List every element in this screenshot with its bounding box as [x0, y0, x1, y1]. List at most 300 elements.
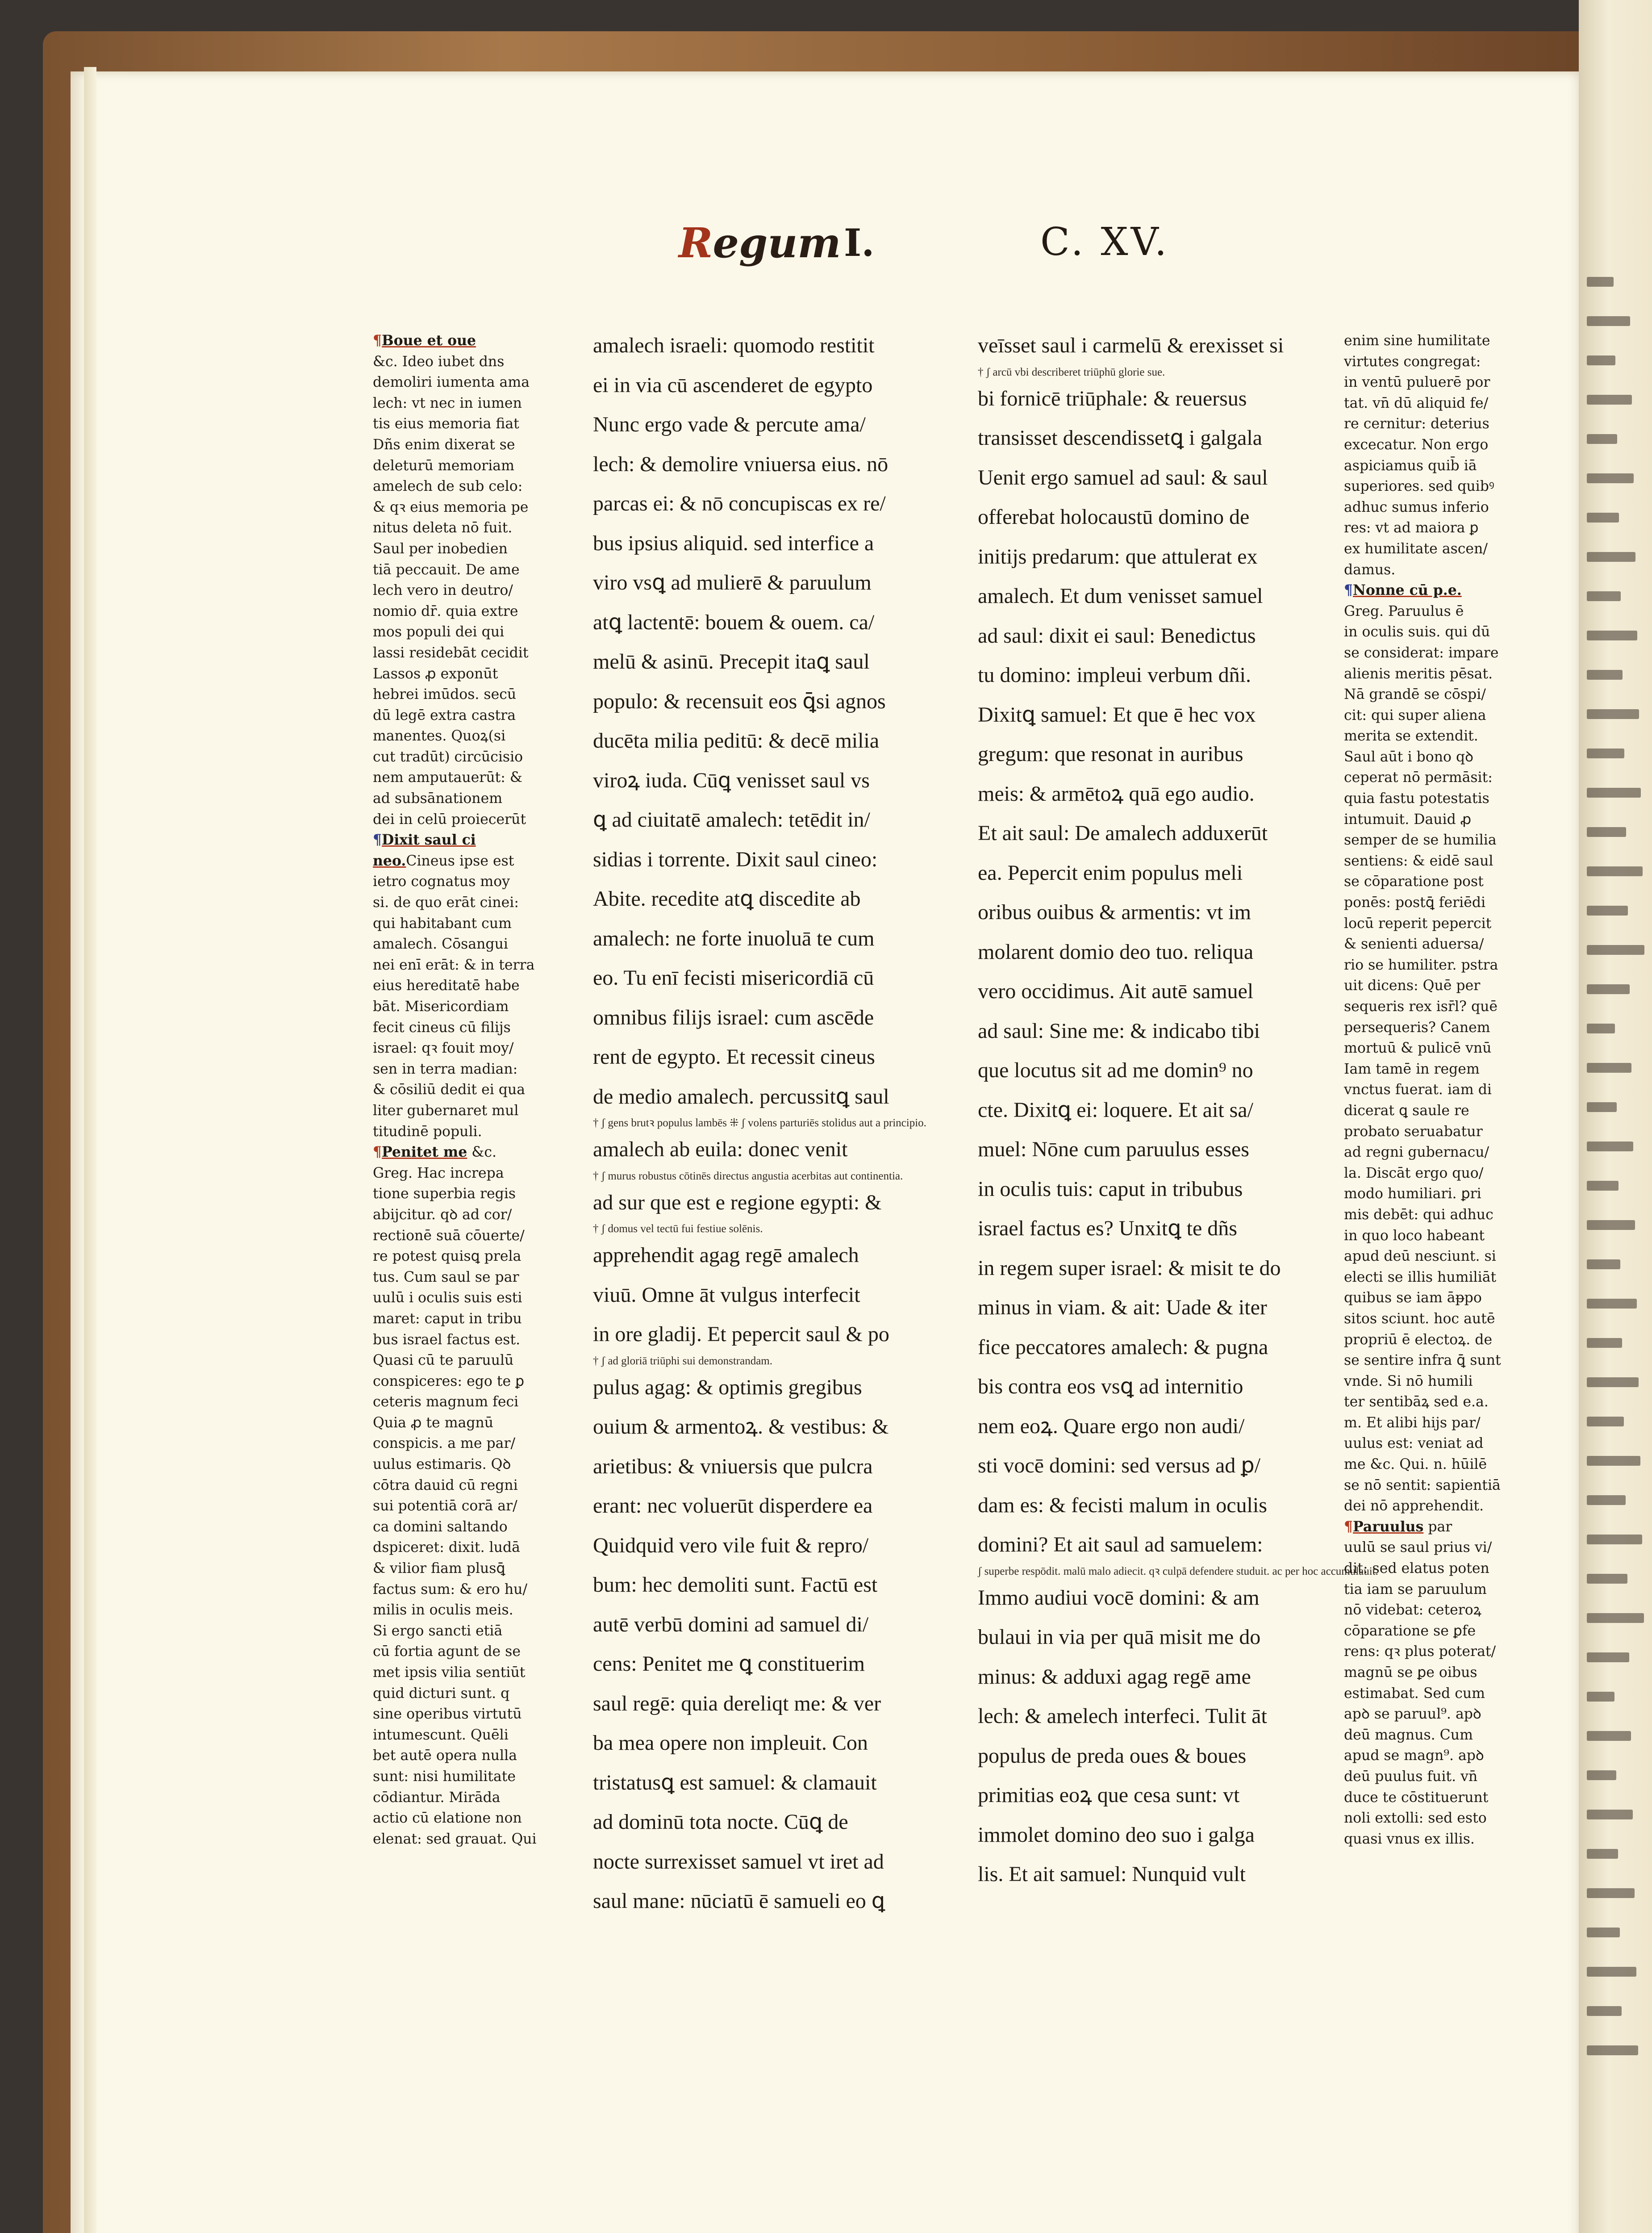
gloss-text: modo humiliari. ꝑri: [1344, 1186, 1481, 1202]
main-text-line: populus de preda oues & boues: [978, 1744, 1247, 1768]
gloss-text: in oculis suis. qui dū: [1344, 624, 1490, 640]
gloss-text: Iam tamē in regem: [1344, 1061, 1480, 1077]
facing-page-text-stroke: [1587, 1535, 1642, 1544]
gloss-text: sunt: nisi humilitate: [373, 1768, 516, 1785]
gloss-text: apud deū nesciunt. si: [1344, 1248, 1496, 1265]
gloss-line: [1344, 435, 1505, 456]
facing-page-text-stroke: [1587, 1888, 1635, 1898]
gloss-text: uit dicens: Quē per: [1344, 978, 1481, 994]
gloss-line: [373, 372, 529, 393]
gloss-line: [1344, 1225, 1505, 1246]
gloss-text: tia iam se paruulum: [1344, 1581, 1487, 1597]
facing-page-text-stroke: [1587, 1417, 1624, 1426]
gloss-text: semper de se humilia: [1344, 832, 1497, 849]
gloss-text: sequeris rex isr̄l? quē: [1344, 999, 1498, 1015]
main-text-line: ba mea opere non impleuit. Con: [593, 1731, 868, 1755]
main-text-line: veīsset saul i carmelū & erexisset si: [978, 334, 1284, 357]
facing-page-text-stroke: [1587, 277, 1614, 287]
main-text-line: atꝗ lactentē: bouem & ouem. ca/: [593, 610, 875, 634]
main-text-line: viuū. Omne āt vulgus interfecit: [593, 1283, 860, 1307]
paragraph-mark: ¶: [373, 1144, 382, 1161]
gloss-text: dei nō apprehendit.: [1344, 1498, 1484, 1514]
gloss-line: [1344, 1246, 1505, 1267]
facing-page-text-stroke: [1587, 1220, 1635, 1230]
main-text-line: parcas ei: & nō concupiscas ex re/: [593, 492, 886, 515]
main-text-line: domini? Et ait saul ad samuelem:: [978, 1533, 1263, 1556]
gloss-line: [373, 1766, 529, 1787]
main-text-line: Nunc ergo vade & percute ama/: [593, 413, 866, 436]
gloss-text: dit: sed elatus poten: [1344, 1560, 1489, 1577]
facing-page-text-stroke: [1587, 945, 1644, 955]
main-text-line: dam es: & fecisti malum in oculis: [978, 1493, 1267, 1517]
main-text-line: tristatusꝗ est samuel: & clamauit: [593, 1770, 877, 1794]
gloss-text: cōparatione se ꝑfe: [1344, 1622, 1476, 1639]
facing-page-text-stroke: [1587, 434, 1617, 444]
gloss-lemma: neo.: [373, 852, 406, 869]
gloss-text: titudinē populi.: [373, 1123, 482, 1140]
gloss-text: tus. Cum saul se par: [373, 1269, 519, 1285]
gloss-line: [373, 892, 529, 913]
gloss-line: [1344, 1413, 1505, 1434]
gloss-line: [1344, 476, 1505, 497]
gloss-text: dei in celū proiecerūt: [373, 811, 526, 828]
facing-page-text-stroke: [1587, 513, 1619, 523]
gloss-line: [373, 996, 529, 1017]
facing-page-text-stroke: [1587, 1928, 1620, 1937]
gloss-line: [373, 1745, 529, 1766]
main-text-line: transisset descendissetꝗ i galgala: [978, 426, 1262, 450]
gloss-text: hebrei imūdos. secū: [373, 686, 517, 703]
gloss-line: [1344, 1038, 1505, 1059]
facing-page-text-stroke: [1587, 1652, 1629, 1662]
gloss-text: deleturū memoriam: [373, 457, 514, 474]
gloss-text: cut tradūt) circūcisio: [373, 749, 523, 765]
main-text-line: populo: & recensuit eos ꝗ̄si agnos: [593, 689, 886, 713]
gloss-line: [373, 1330, 529, 1351]
facing-page-text-stroke: [1587, 2006, 1622, 2016]
gloss-line: [373, 1371, 529, 1392]
gloss-text: uulus estimaris. Qꝺ: [373, 1456, 511, 1473]
gloss-text: israel: qꝛ fouit moy/: [373, 1040, 514, 1057]
gloss-text: liter gubernaret mul: [373, 1102, 519, 1119]
gloss-text: aspiciamus quib̄ iā: [1344, 457, 1477, 474]
gloss-text: quibus se iam āᵽpo: [1344, 1290, 1482, 1306]
gloss-line: [373, 414, 529, 435]
gloss-text: &c. Ideo iubet dns: [373, 353, 505, 370]
gloss-text: intumescunt. Quēli: [373, 1727, 509, 1743]
header-part-number: I.: [844, 221, 875, 265]
gloss-text: virtutes congregat:: [1344, 353, 1481, 370]
facing-page-text-stroke: [1587, 709, 1639, 719]
header-book-title: Regum: [679, 219, 841, 267]
gloss-line: [1344, 1330, 1505, 1351]
main-text-line: autē verbū domini ad samuel di/: [593, 1612, 869, 1636]
facing-page-text-stroke: [1587, 1299, 1637, 1309]
gloss-text: propriū ē electoꝝ. de: [1344, 1331, 1493, 1348]
facing-page-text-stroke: [1587, 1063, 1631, 1073]
page-gutter: [84, 67, 96, 2233]
gloss-text: in ventū puluerē por: [1344, 374, 1490, 391]
gloss-text: nei enī erāt: & in terra: [373, 957, 535, 973]
main-text-line: meis: & armētoꝝ quā ego audio.: [978, 782, 1255, 806]
right-gloss-column: [1344, 330, 1505, 1849]
gloss-line: [373, 1183, 529, 1204]
gloss-text: uulū se saul prius vi/: [1344, 1539, 1492, 1556]
gloss-line: [1344, 560, 1505, 581]
gloss-text: estimabat. Sed cum: [1344, 1685, 1485, 1702]
gloss-line: [373, 788, 529, 809]
gloss-text: tione superbia regis: [373, 1186, 516, 1202]
facing-page-text-stroke: [1587, 473, 1634, 483]
running-header: [670, 210, 1250, 272]
main-text-line: ad sur que est e regione egypti: &: [593, 1190, 882, 1214]
gloss-line: [1344, 1600, 1505, 1621]
gloss-text: ad regni gubernacu/: [1344, 1144, 1489, 1161]
gloss-text: duce te cōstituerunt: [1344, 1789, 1489, 1806]
main-text-line: in oculis tuis: caput in tribubus: [978, 1177, 1243, 1201]
main-text-line: lech: & demolire vniuersa eius. nō: [593, 452, 889, 476]
main-text-line: amalech ab euila: donec venit: [593, 1137, 848, 1161]
main-text-line: sidias i torrente. Dixit saul cineo:: [593, 847, 878, 871]
gloss-text: par: [1423, 1518, 1452, 1535]
main-text-line: ouium & armentoꝝ. & vestibus: &: [593, 1415, 889, 1438]
interlinear-gloss: † ʃ murus robustus cōtinēs directus angustia acerbitas aut continentia.: [593, 1170, 903, 1182]
gloss-line: [373, 1683, 529, 1704]
gloss-text: Cineus ipse est: [406, 853, 514, 869]
gloss-text: alienis meritis pēsat.: [1344, 665, 1493, 682]
gloss-line: [373, 1725, 529, 1746]
main-text-line: que locutus sit ad me domin⁹ no: [978, 1058, 1253, 1082]
main-text-line: omnibus filijs israel: cum ascēde: [593, 1005, 874, 1029]
interlinear-gloss: † ʃ ad gloriā triūphi sui demonstrandam.: [593, 1355, 773, 1367]
gloss-line: [1344, 1829, 1505, 1850]
gloss-line: [1344, 684, 1505, 705]
gloss-line: [373, 539, 529, 560]
gloss-lemma: Boue et oue: [382, 332, 476, 349]
main-text-line: erant: nec voluerūt disperdere ea: [593, 1494, 873, 1518]
gloss-line: [373, 330, 529, 351]
gloss-line: [1344, 830, 1505, 851]
gloss-line: [1344, 497, 1505, 518]
gloss-line: [373, 1558, 529, 1579]
gloss-text: factus sum: & ero hu/: [373, 1581, 528, 1597]
gloss-line: [1344, 1163, 1505, 1184]
gloss-text: nō videbat: ceteroꝝ: [1344, 1602, 1481, 1618]
gloss-line: [1344, 1766, 1505, 1787]
gloss-line: [1344, 1454, 1505, 1475]
gloss-line: [1344, 1309, 1505, 1330]
gloss-line: [1344, 518, 1505, 539]
gloss-line: [1344, 747, 1505, 768]
gloss-line: [1344, 1704, 1505, 1725]
gloss-text: se cōparatione post: [1344, 874, 1484, 890]
gloss-text: rio se humiliter. pstra: [1344, 957, 1498, 973]
gloss-line: [1344, 1517, 1505, 1538]
gloss-line: [373, 1621, 529, 1642]
gloss-line: [373, 1787, 529, 1808]
main-text-line: nem eoꝝ. Quare ergo non audi/: [978, 1414, 1245, 1438]
gloss-line: [373, 955, 535, 976]
facing-page-text-stroke: [1587, 1574, 1627, 1584]
gloss-line: [373, 497, 529, 518]
gloss-text: Saul per inobedien: [373, 540, 508, 557]
gloss-line: [1344, 1204, 1505, 1225]
gloss-line: [1344, 664, 1505, 685]
gloss-line: [373, 560, 529, 581]
main-text-line: fice peccatores amalech: & pugna: [978, 1335, 1268, 1359]
gloss-line: [373, 747, 529, 768]
main-text-line: rent de egypto. Et recessit cineus: [593, 1045, 875, 1069]
gloss-text: eius hereditatē habe: [373, 978, 520, 994]
gloss-text: Greg. Paruulus ē: [1344, 603, 1464, 619]
facing-page-text-stroke: [1587, 1377, 1639, 1387]
gloss-text: sui potentiā corā ar/: [373, 1498, 517, 1514]
gloss-line: [1344, 1100, 1505, 1121]
gloss-text: mortuū & pulicē vnū: [1344, 1040, 1492, 1057]
main-text-line: arietibus: & vniuersis que pulcra: [593, 1454, 873, 1478]
main-text-line: sti vocē domini: sed versus ad ꝑ/: [978, 1454, 1261, 1477]
gloss-line: [373, 1662, 529, 1683]
gloss-line: [1344, 1496, 1505, 1517]
gloss-text: &c.: [467, 1144, 496, 1161]
gloss-text: ietro cognatus moy: [373, 874, 510, 890]
main-text-line: Quidquid vero vile fuit & repro/: [593, 1533, 869, 1557]
gloss-line: [1344, 705, 1505, 726]
gloss-line: [373, 664, 529, 685]
gloss-line: [1344, 1142, 1505, 1163]
gloss-line: [373, 1225, 529, 1246]
main-text-line: offerebat holocaustū domino de: [978, 505, 1250, 529]
gloss-text: adhuc sumus inferio: [1344, 499, 1489, 515]
main-text-line: apprehendit agag regē amalech: [593, 1243, 859, 1267]
main-text-line: vero occidimus. Ait autē samuel: [978, 979, 1254, 1003]
gloss-line: [373, 1475, 529, 1496]
gloss-line: [1344, 1787, 1505, 1808]
gloss-text: maret: caput in tribu: [373, 1310, 522, 1327]
gloss-line: [373, 1392, 529, 1413]
main-text-line: amalech. Et dum venisset samuel: [978, 584, 1263, 608]
main-text-line: ea. Pepercit enim populus meli: [978, 861, 1243, 885]
main-text-line: bulaui in via per quā misit me do: [978, 1625, 1261, 1649]
gloss-text: se considerat: impare: [1344, 644, 1499, 661]
gloss-line: [1344, 643, 1505, 664]
gloss-text: se nō sentit: sapientiā: [1344, 1477, 1501, 1493]
gloss-line: [1344, 975, 1505, 996]
gloss-line: [1344, 871, 1505, 892]
main-text-line: saul mane: nūciatū ē samueli eo ꝗ: [593, 1889, 885, 1913]
gloss-line: [373, 1121, 529, 1142]
main-text-line: in regem super israel: & misit te do: [978, 1256, 1281, 1280]
main-text-line: Immo audiui vocē domini: & am: [978, 1585, 1260, 1610]
gloss-line: [1344, 1267, 1505, 1288]
gloss-line: [1344, 1641, 1505, 1662]
main-text-line: ei in via cū ascenderet de egypto: [593, 373, 873, 397]
gloss-line: [373, 1579, 529, 1600]
facing-page-text-stroke: [1587, 1613, 1644, 1623]
gloss-line: [1344, 1183, 1505, 1204]
gloss-text: noli extolli: sed esto: [1344, 1810, 1487, 1827]
gloss-line: [1344, 1537, 1505, 1558]
gloss-text: milis in oculis meis.: [373, 1602, 513, 1618]
gloss-text: & qꝛ eius memoria pe: [373, 499, 529, 515]
gloss-text: intumuit. Dauid ꝓ: [1344, 811, 1472, 828]
gloss-text: ad subsānationem: [373, 790, 503, 807]
gloss-line: [1344, 892, 1505, 913]
facing-page-text-stroke: [1587, 1810, 1633, 1819]
gloss-line: [1344, 1288, 1505, 1309]
main-text-line: oribus ouibus & armentis: vt im: [978, 900, 1251, 924]
gloss-lemma: Penitet me: [382, 1144, 467, 1161]
gloss-text: vnctus fuerat. iam di: [1344, 1082, 1492, 1098]
gloss-text: lech vero in deutro/: [373, 582, 513, 599]
gloss-line: [373, 1517, 529, 1538]
main-text-line: ad dominū tota nocte. Cūꝗ de: [593, 1810, 848, 1834]
gloss-line: [1344, 1808, 1505, 1829]
gloss-line: [373, 1496, 529, 1517]
gloss-line: [373, 456, 529, 477]
main-text-line: ad saul: Sine me: & indicabo tibi: [978, 1019, 1260, 1043]
gloss-text: elenat: sed grauat. Qui: [373, 1831, 537, 1847]
gloss-text: actio cū elatione non: [373, 1810, 522, 1827]
facing-page-text-stroke: [1587, 631, 1637, 640]
gloss-text: quid dicturi sunt. q: [373, 1685, 510, 1702]
gloss-line: [373, 1808, 529, 1829]
gloss-text: & vilior fiam plusꝗ̄: [373, 1560, 505, 1577]
gloss-text: persequeris? Canem: [1344, 1019, 1490, 1036]
facing-page-text-stroke: [1587, 591, 1621, 601]
gloss-line: [1344, 1683, 1505, 1704]
gloss-text: probato seruabatur: [1344, 1123, 1483, 1140]
gloss-line: [1344, 580, 1505, 601]
facing-page-text-stroke: [1587, 906, 1628, 916]
main-text-line: viro vsꝗ ad mulierē & paruulum: [593, 571, 872, 594]
main-text-line: Uenit ergo samuel ad saul: & saul: [978, 465, 1268, 489]
facing-page-text-stroke: [1587, 1849, 1618, 1859]
main-text-line: bis contra eos vsꝗ ad internitio: [978, 1375, 1243, 1398]
gloss-lemma: Nonne cū p.e.: [1353, 582, 1462, 599]
main-text-line: minus: & adduxi agag regē ame: [978, 1664, 1251, 1689]
header-chapter: C. XV.: [1040, 220, 1170, 264]
gloss-text: dspiceret: dixit. ludā: [373, 1539, 520, 1556]
gloss-line: [1344, 1371, 1505, 1392]
gloss-line: [373, 705, 529, 726]
gloss-text: electi se illis humiliāt: [1344, 1269, 1497, 1285]
gloss-lemma: Paruulus: [1353, 1518, 1424, 1535]
gloss-line: [373, 1350, 529, 1371]
gloss-line: [1344, 1079, 1505, 1100]
main-text-line: viroꝝ iuda. Cūꝗ venisset saul vs: [593, 768, 870, 792]
main-text-line: israel factus es? Unxitꝗ te dñs: [978, 1217, 1237, 1240]
gloss-line: [1344, 1433, 1505, 1454]
gloss-line: [1344, 539, 1505, 560]
gloss-line: [1344, 414, 1505, 435]
facing-page-text-stroke: [1587, 1102, 1617, 1112]
gloss-line: [373, 1600, 529, 1621]
gloss-line: [373, 1829, 537, 1850]
main-text-line: melū & asinū. Precepit itaꝗ saul: [593, 650, 870, 673]
gloss-text: demoliri iumenta ama: [373, 374, 530, 391]
gloss-line: [373, 1413, 529, 1434]
main-text-line: molarent domio deo tuo. reliqua: [978, 940, 1254, 964]
gloss-line: [1344, 622, 1505, 643]
gloss-line: [373, 518, 529, 539]
gloss-text: Dñs enim dixerat se: [373, 436, 515, 453]
gloss-text: abijcitur. qꝺ ad cor/: [373, 1206, 512, 1223]
gloss-line: [1344, 955, 1505, 976]
gloss-text: Si ergo sancti etiā: [373, 1622, 503, 1639]
facing-page-text-stroke: [1587, 316, 1630, 326]
gloss-text: rens: qꝛ plus poterat/: [1344, 1643, 1496, 1660]
gloss-text: ter sentibāꝝ sed e.a.: [1344, 1394, 1489, 1410]
facing-page-text-stroke: [1587, 1259, 1620, 1269]
main-text-line: immolet domino deo suo i galga: [978, 1823, 1255, 1847]
gloss-text: manentes. Quoꝝ(si: [373, 728, 506, 744]
gloss-line: [373, 767, 529, 788]
facing-page-text-stroke: [1587, 1142, 1633, 1151]
facing-page-text-stroke: [1587, 1967, 1636, 1977]
facing-page-text-stroke: [1587, 1456, 1640, 1466]
gloss-text: ponēs: postꝗ̄ feriēdi: [1344, 895, 1486, 911]
interlinear-gloss: ʃ superbe respōdit. malū malo adiecit. qꝛ culpā defendere studuit. ac per hoc accumulauit.: [978, 1565, 1378, 1577]
main-text-line: bi fornicē triūphale: & reuersus: [978, 386, 1247, 410]
gloss-text: amalech. Cōsangui: [373, 936, 508, 953]
gloss-text: cū fortia agunt de se: [373, 1643, 521, 1660]
gloss-text: amelech de sub celo:: [373, 478, 523, 495]
gloss-text: dū legē extra castra: [373, 707, 516, 723]
interlinear-gloss: † ʃ gens brutꝛ populus lambēs ⁜ ʃ volens parturiēs stolidus aut a principio.: [593, 1117, 926, 1129]
gloss-text: re potest quisꝗ prela: [373, 1248, 521, 1265]
gloss-text: in quo loco habeant: [1344, 1227, 1485, 1244]
gloss-text: tiā peccauit. De ame: [373, 561, 520, 578]
facing-page-text-stroke: [1587, 395, 1632, 405]
gloss-text: bāt. Misericordiam: [373, 999, 509, 1015]
left-gloss-column: [373, 330, 537, 1849]
gloss-line: [1344, 1662, 1505, 1683]
facing-page-text-stroke: [1587, 1692, 1614, 1702]
gloss-text: cōtra dauid cū regni: [373, 1477, 518, 1493]
main-text-line: cte. Dixitꝗ ei: loquere. Et ait sa/: [978, 1098, 1253, 1122]
gloss-text: apꝺ se paruul⁹. apꝺ: [1344, 1706, 1481, 1723]
gloss-text: & senienti aduersa/: [1344, 936, 1484, 953]
gloss-line: [373, 1163, 529, 1184]
gloss-text: uulus est: veniat ad: [1344, 1435, 1484, 1452]
gloss-line: [373, 975, 529, 996]
gloss-line: [1344, 1392, 1505, 1413]
facing-page-text-stroke: [1587, 552, 1635, 562]
gloss-line: [373, 476, 529, 497]
facing-page-text-stroke: [1587, 1181, 1619, 1191]
gloss-text: conspicis. a me par/: [373, 1435, 516, 1452]
gloss-text: ca domini saltando: [373, 1518, 508, 1535]
gloss-line: [1344, 788, 1505, 809]
gloss-text: deū puulus fuit. vn̄: [1344, 1768, 1478, 1785]
gloss-text: sine operibus virtutū: [373, 1706, 522, 1723]
gloss-text: ex humilitate ascen/: [1344, 540, 1488, 557]
gloss-line: [1344, 996, 1505, 1017]
gloss-text: mis debēt: qui adhuc: [1344, 1206, 1493, 1223]
main-text-line: muel: Nōne cum paruulus esses: [978, 1137, 1249, 1161]
gloss-line: [1344, 1558, 1505, 1579]
gloss-line: [373, 1537, 529, 1558]
main-text-line: de medio amalech. percussitꝗ saul: [593, 1084, 889, 1108]
gloss-text: Saul aūt i bono qꝺ: [1344, 749, 1473, 765]
gloss-text: ceteris magnum feci: [373, 1394, 519, 1410]
facing-page-text-stroke: [1587, 866, 1643, 876]
paragraph-mark: ¶: [1344, 582, 1353, 599]
gloss-line: [1344, 1017, 1505, 1038]
gloss-line: [373, 580, 529, 601]
gloss-text: bus israel factus est.: [373, 1331, 521, 1348]
